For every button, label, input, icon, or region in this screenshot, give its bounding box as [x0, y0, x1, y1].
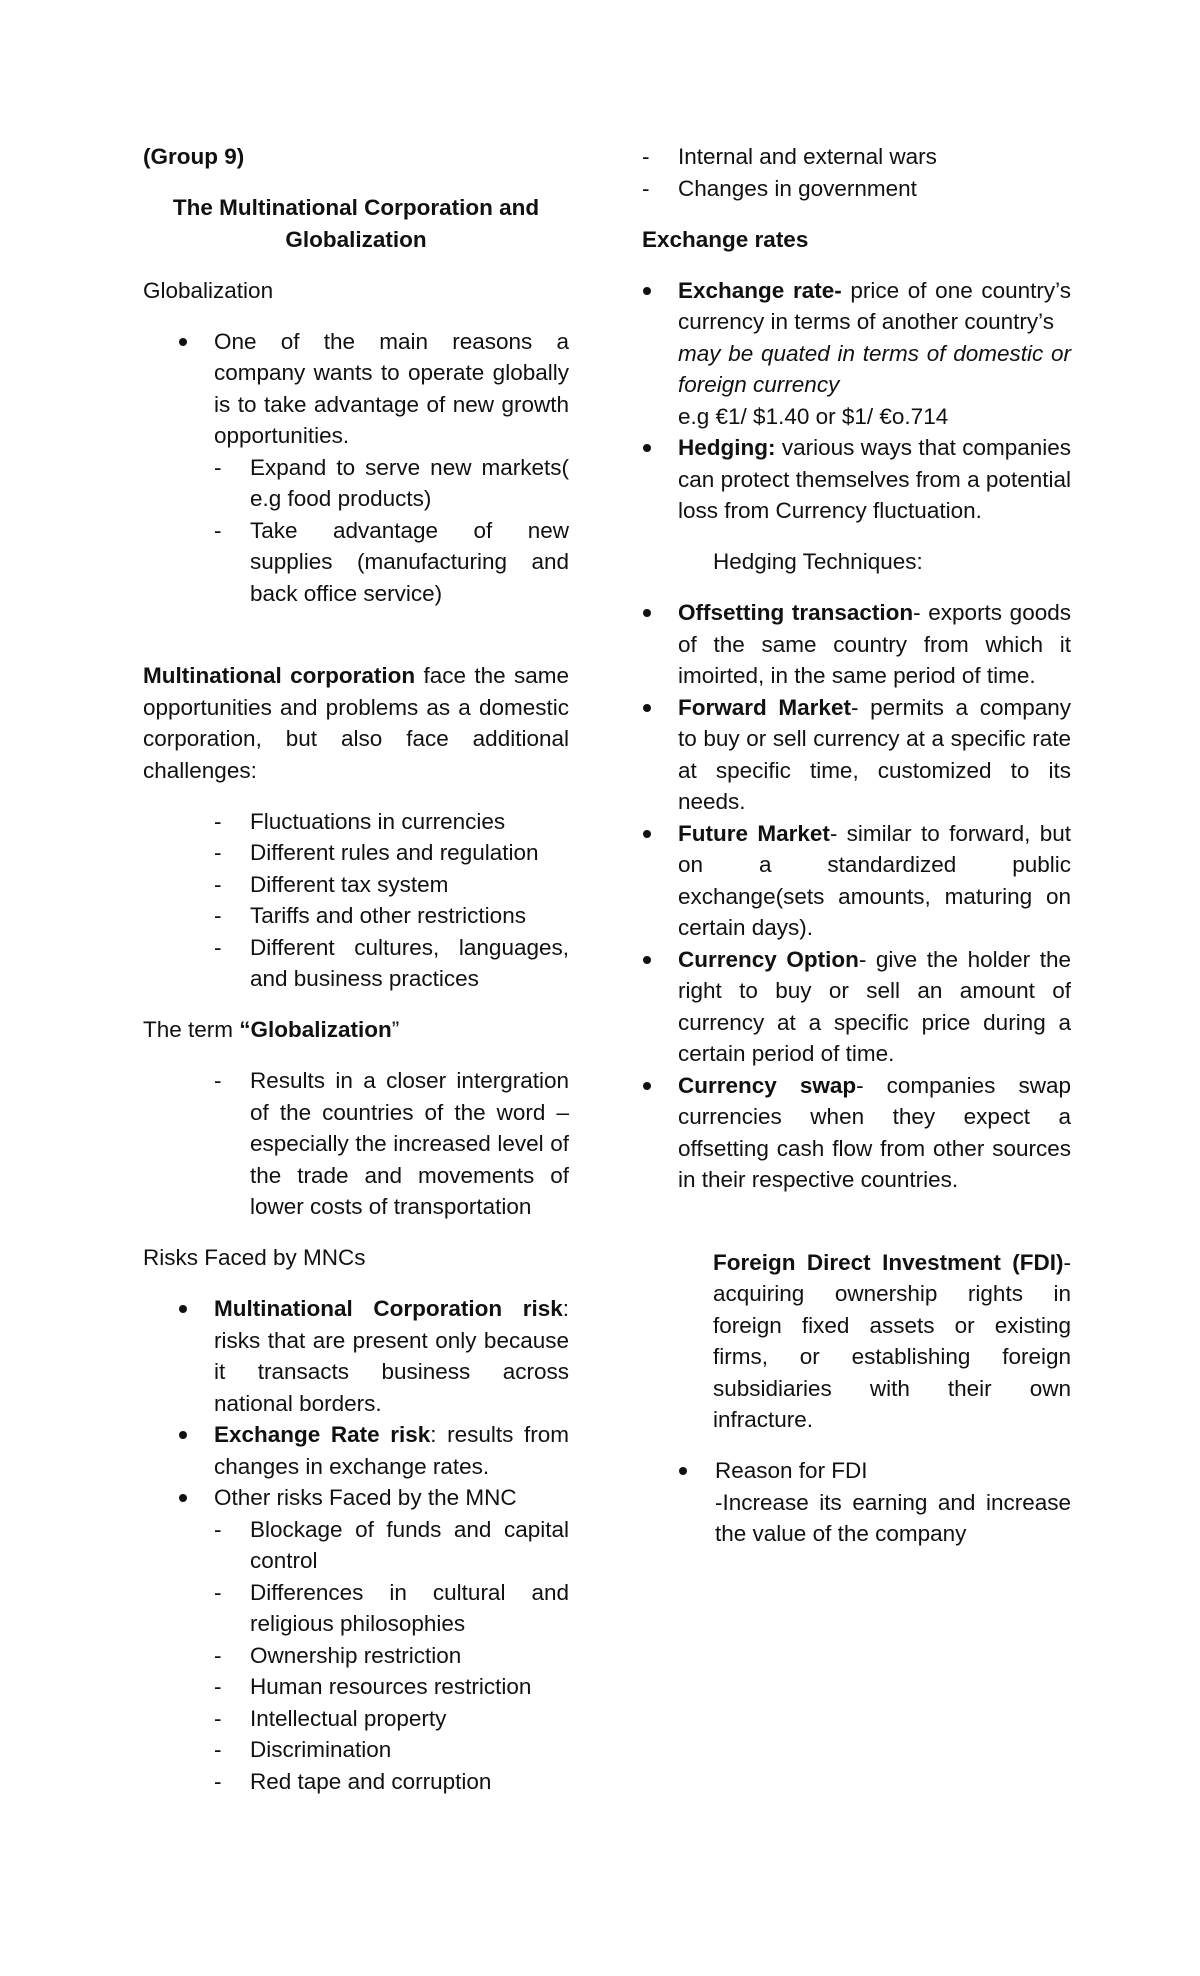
list-item: - Different rules and regulation [143, 837, 569, 869]
list-item: - Different tax system [143, 869, 569, 901]
exchange-list [571, 275, 1071, 527]
list-item: Future Market- similar to forward, but on a standardized public exchange(sets amounts, maturing on certain days). [571, 818, 1071, 944]
term-heading: The term “Globalization” [143, 1017, 400, 1042]
globalization-heading: Globalization [143, 277, 274, 303]
mnc-term: Multinational corporation [143, 663, 416, 688]
other-risks-list [214, 1514, 569, 1798]
fdi-reason-text: -Increase its earning and increase the value of the company [715, 1489, 1071, 1546]
left-column [143, 141, 569, 1797]
list-item: - Expand to serve new markets( e.g food products) [143, 452, 569, 515]
list-item: One of the main reasons a company wants to operate globally is to take advantage of new growth opportunities. [143, 326, 569, 452]
list-item: - Discrimination [214, 1734, 569, 1766]
list-item: Exchange Rate risk: results from changes in exchange rates. [143, 1419, 569, 1482]
list-item: - Red tape and corruption [214, 1766, 569, 1798]
techniques-heading: Hedging Techniques: [713, 549, 923, 574]
list-item: - Intellectual property [214, 1703, 569, 1735]
list-item: Multinational Corporation risk: risks that are present only because it transacts business across national borders. [143, 1293, 569, 1419]
list-item: Currency Option- give the holder the right to buy or sell an amount of currency at a specific price during a certain period of time. [571, 944, 1071, 1070]
challenges-list [143, 806, 569, 995]
techniques-list [571, 597, 1071, 1196]
list-item: - Fluctuations in currencies [143, 806, 569, 838]
list-item: Reason for FDI [571, 1455, 1071, 1487]
title-line-1: The Multinational Corporation and [172, 195, 540, 220]
list-item: - Blockage of funds and capital control [214, 1514, 569, 1577]
title-line-2: Globalization [285, 226, 427, 252]
right-column [642, 141, 1071, 1550]
term-list [143, 1065, 569, 1223]
list-item: Hedging: various ways that companies can protect themselves from a potential loss from Currency fluctuation. [571, 432, 1071, 527]
list-item: - Tariffs and other restrictions [143, 900, 569, 932]
risks-heading: Risks Faced by MNCs [143, 1245, 366, 1270]
list-item: Currency swap- companies swap currencies when they expect a offsetting cash flow from other sources in their respective countries. [571, 1070, 1071, 1196]
fdi-paragraph: Foreign Direct Investment (FDI)- acquiring ownership rights in foreign fixed assets or existing firms, or establishing foreign subsidiaries with their own infracture. [713, 1249, 1071, 1432]
list-item: - Different cultures, languages, and business practices [143, 932, 569, 995]
list-item: - Changes in government [642, 173, 1071, 205]
document-title [143, 192, 569, 255]
list-item: Forward Market- permits a company to buy or sell currency at a specific rate at specific time, customized to its needs. [571, 692, 1071, 818]
globalization-list [143, 326, 569, 452]
list-item: - Differences in cultural and religious philosophies [214, 1577, 569, 1640]
list-item: Exchange rate- price of one country’s currency in terms of another country’s may be quated in terms of domestic or foreign currency e.g €1/ $1.40 or $1/ €o.714 [571, 275, 1071, 433]
group-label: (Group 9) [143, 144, 245, 169]
list-item: - Take advantage of new supplies (manufacturing and back office service) [143, 515, 569, 610]
list-item: - Internal and external wars [642, 141, 1071, 173]
mnc-paragraph: Multinational corporation face the same opportunities and problems as a domestic corporation, but also face additional challenges: [143, 663, 569, 783]
list-item: - Human resources restriction [214, 1671, 569, 1703]
list-item: Offsetting transaction- exports goods of the same country from which it imoirted, in the same period of time. [571, 597, 1071, 692]
list-item: - Results in a closer intergration of the countries of the word – especially the increased level of the trade and movements of lower costs of transportation [143, 1065, 569, 1223]
fdi-list [571, 1455, 1071, 1487]
list-item: Other risks Faced by the MNC - Blockage of funds and capital control - Differences in cultural and religious philosophies - Ownership restriction - Human resources restriction - Intellectual property - Discrimination - Red tape and corruption [143, 1482, 569, 1797]
right-top-list [642, 141, 1071, 204]
exchange-heading: Exchange rates [642, 226, 809, 252]
list-item: - Ownership restriction [214, 1640, 569, 1672]
globalization-subpoints [143, 452, 569, 610]
risks-list [143, 1293, 569, 1797]
